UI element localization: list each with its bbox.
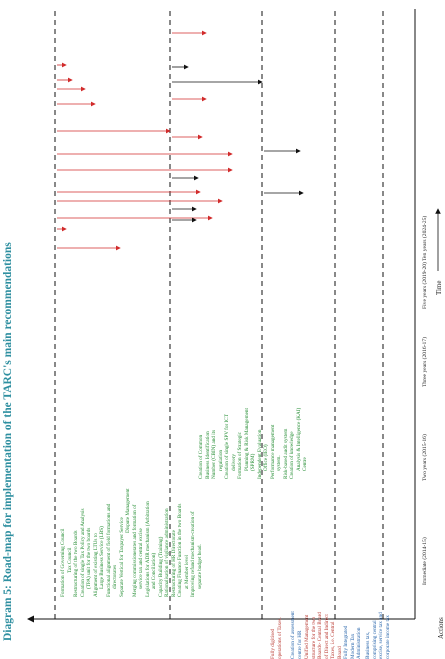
col2-action-line: Business Identification [204, 431, 211, 479]
col1-action-line: service tax and central excise [138, 528, 144, 589]
col2-action-line: Formation of Strategic [237, 432, 243, 479]
col1-action-line: Large Business Service (LBS) [99, 526, 105, 589]
col2-action-line: Risk-based audit system [282, 428, 289, 479]
col3-action-line: structure for the two [310, 616, 317, 659]
col3-action-line: Boards- Central Board [317, 612, 323, 659]
col1-action-line: Separate Vertical for Taxpayer Service [118, 517, 125, 597]
col1-action-line: Dispute Management [125, 488, 131, 533]
col1-action-line: Formation of Governing Council [60, 528, 66, 597]
col2-action-line: system. [276, 455, 282, 471]
col4-action-line: Fully Integrated [343, 625, 349, 659]
col4-action-line: Modern Tax [349, 633, 356, 659]
phase-label-ten-years: Ten years (2024-25) [422, 215, 428, 261]
col1-action-line: (TPA) unit for the two boards [86, 527, 92, 589]
diagram-title: Diagram 5: Road-map for implementation of the TARC's main recommendations [2, 242, 14, 641]
col2-action-line: regulation [217, 449, 224, 471]
phase-label-two-years: Two years (2015-16) [422, 434, 428, 481]
col2-action-line: Independent Evaluation [256, 429, 263, 479]
col1-action-line: and Conciliation) [151, 552, 157, 589]
col4-action-line: comprising central [371, 620, 378, 659]
col1-action-line: Functional alignment of field formations and [105, 503, 112, 597]
col1-action-line: separate budget head. [196, 544, 203, 589]
col3-action-line: centre for HR [296, 630, 303, 659]
col2-action-line: Centre [302, 457, 308, 471]
col2-action-line: Planning & Risk Management [243, 408, 250, 471]
col1-action-line: Restructuring of HR Directorate [170, 530, 177, 597]
phase-label-three-years: Three years (2016-17) [422, 336, 428, 387]
actions-axis-label: Actions [437, 617, 445, 639]
col1-action-line: at Member level [183, 555, 190, 589]
col1-action-line: Rationalisation of vigilance administration [164, 508, 170, 597]
col2-action-line: Office (IEO) [263, 444, 269, 471]
col2-action-line: Number (CBIN) and its [211, 429, 217, 479]
col3-action-line: operations of Taxes. [276, 617, 283, 659]
phase-label-five-years: Five years (2019-20) [422, 262, 428, 309]
col2-action-line: Performance management [269, 424, 276, 479]
col2-action-line: delivery [230, 454, 237, 471]
col4-action-line: Business tax, [365, 631, 371, 659]
col1-action-line: Merging commissionerates and formation of [131, 504, 138, 597]
col2-action-line: Creation of knowledge [289, 431, 295, 479]
col2-action-line: Creation of single SPV for ICT [224, 414, 230, 479]
col1-action-line: Legislations for ADR mechanism (Arbitration [144, 501, 151, 597]
col1-action-line: Improving refund mechanism-creation of [190, 511, 196, 597]
time-axis-label: Time [435, 280, 443, 295]
col2-action-line: (SPRM) [250, 453, 256, 471]
col3-action-line: of Direct and Indirect [323, 614, 330, 659]
col1-action-line: Capacity Building (Training) [157, 536, 164, 597]
col1-action-line: Creating Finance Function in the two Boards [177, 503, 183, 597]
col4-action-line: corporate income tax [384, 615, 391, 659]
col3-action-line: Creation of assessment [290, 611, 296, 659]
col2-action-line: Creation of Common [198, 434, 204, 479]
col3-action-line: Fully digitised [270, 628, 276, 659]
col1-action-line: Restructuring of the two Boards [73, 530, 79, 597]
phase-label-immediate: Immediate (2014-15) [422, 537, 428, 585]
col1-action-line: Creation of single Tax Policy and Analysis [79, 508, 86, 597]
col1-action-line: directorates [112, 564, 118, 589]
col3-action-line: Taxes, i.e. Central [330, 621, 336, 659]
col1-action-line: Alignment of existing LTUs to [92, 533, 99, 597]
col3-action-line: Unified Management [304, 614, 310, 659]
col4-action-line: Administration [356, 627, 362, 659]
col2-action-line: Analysis & Intelligence (KAI) [295, 407, 302, 471]
col3-action-line: Board [336, 646, 343, 659]
col4-action-line: excise, service tax and [378, 612, 384, 659]
col1-action-line: Tax Council [66, 547, 73, 573]
